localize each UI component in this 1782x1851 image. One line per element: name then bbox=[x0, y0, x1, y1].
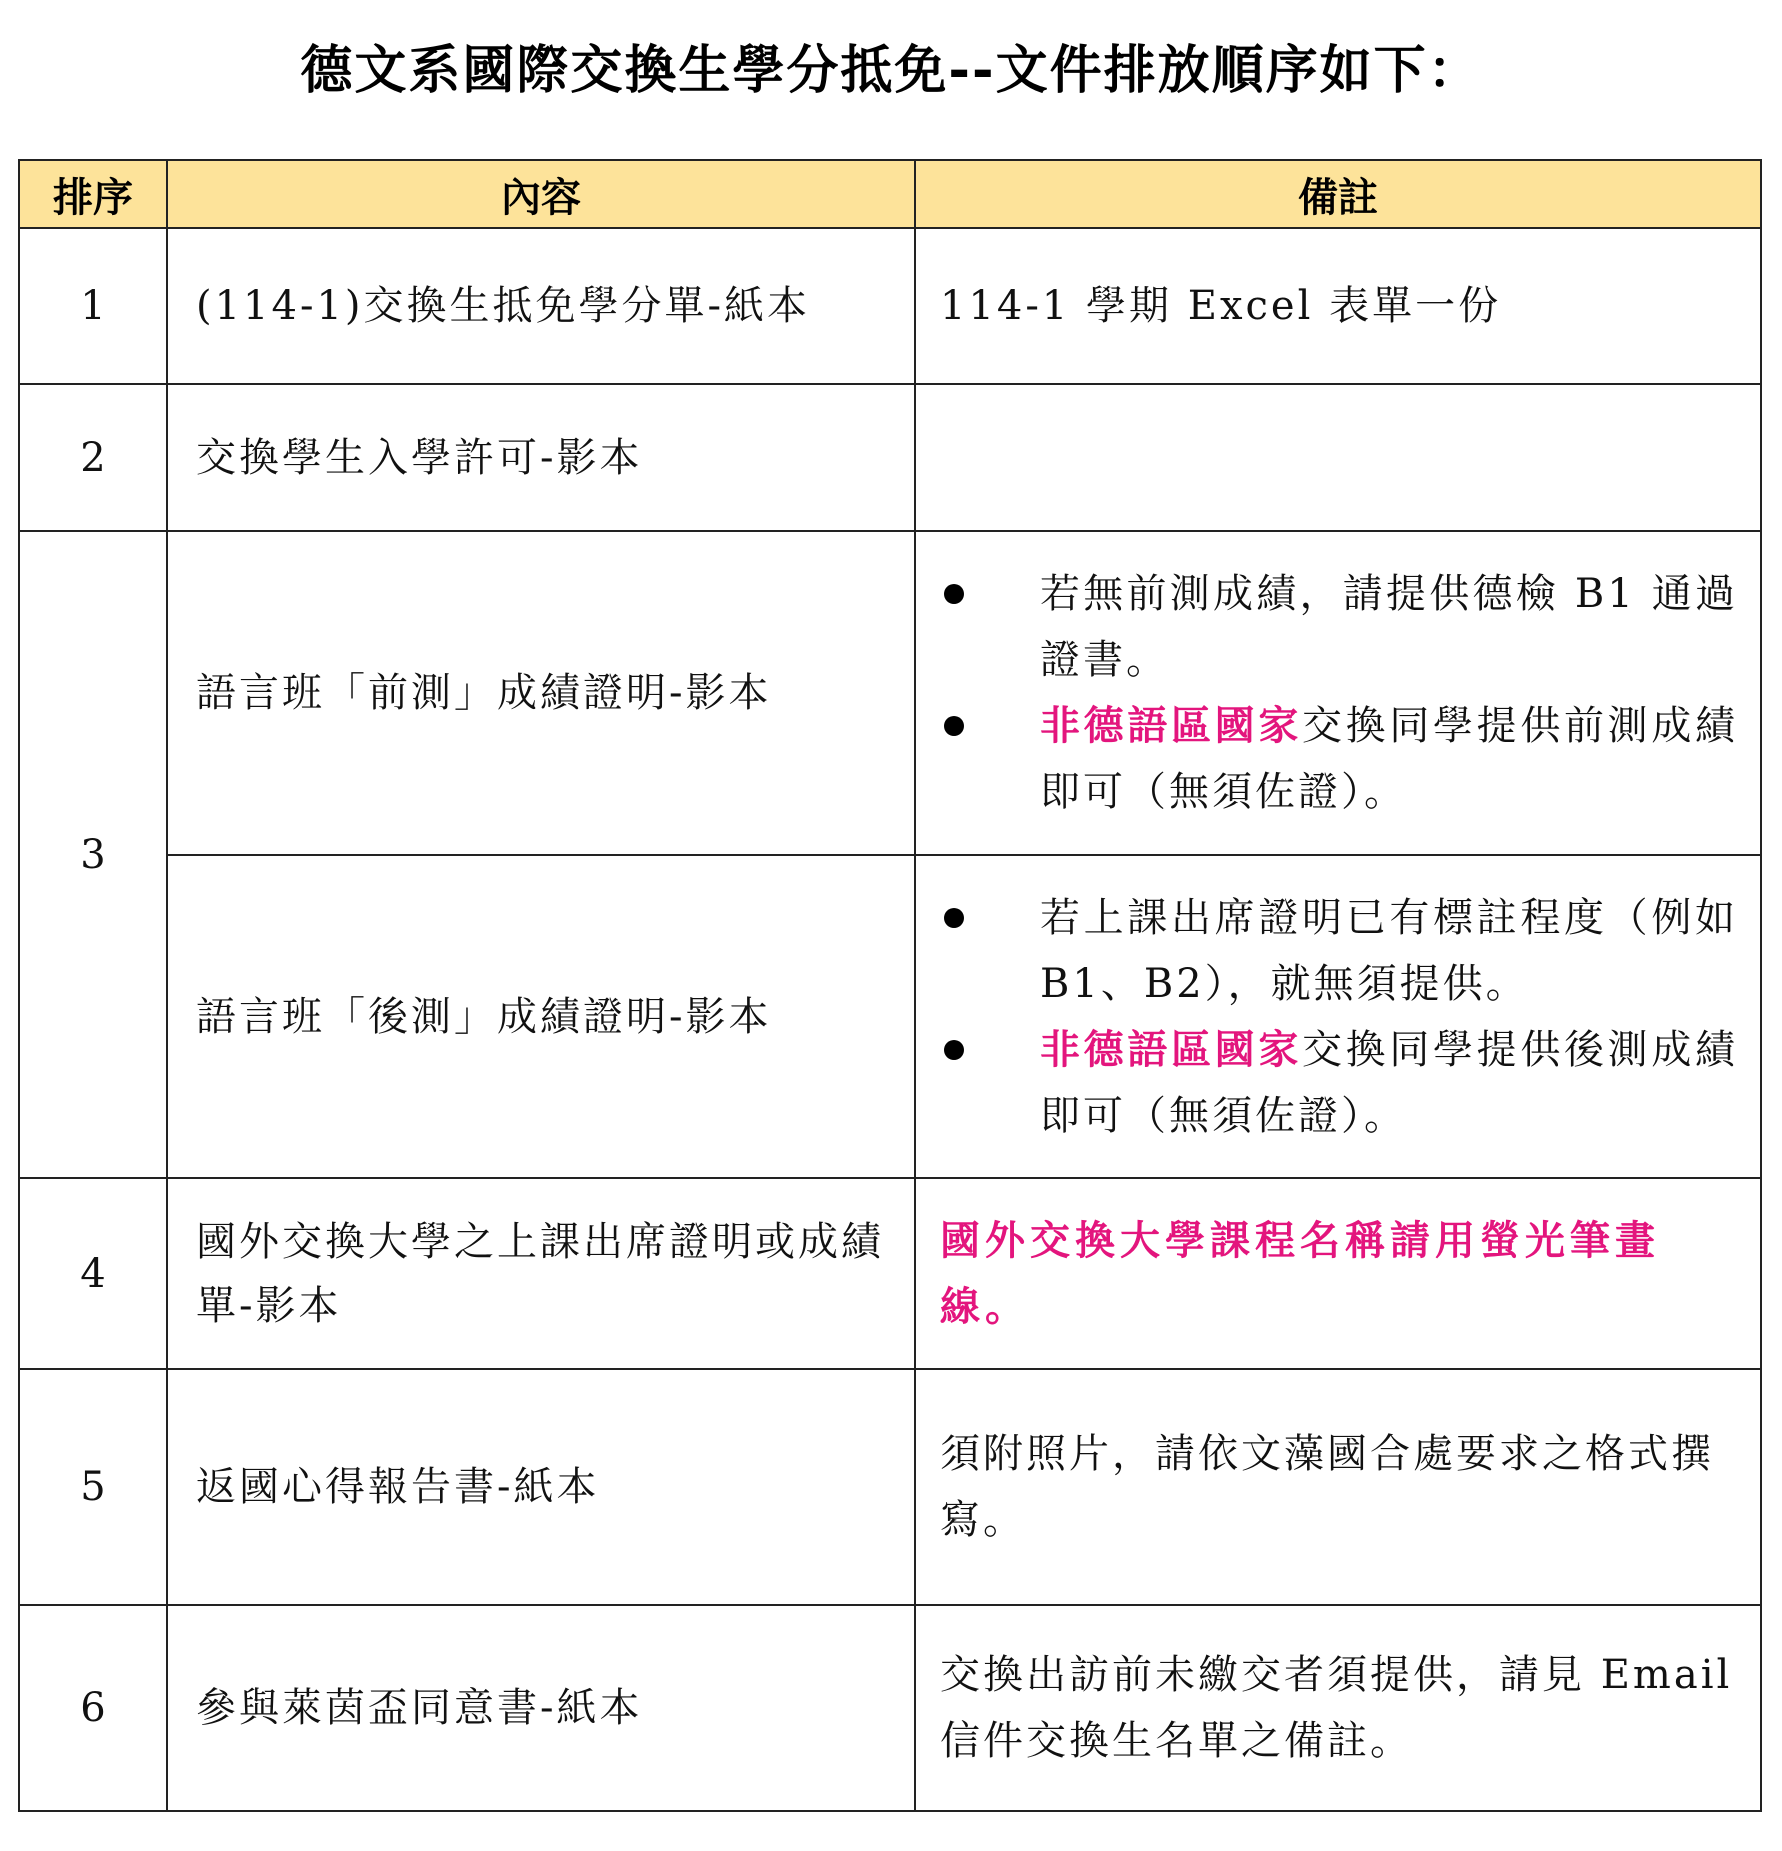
row-number: 2 bbox=[19, 384, 167, 531]
table-row bbox=[19, 1605, 1761, 1811]
note-bullet-item bbox=[940, 561, 1738, 693]
table-row bbox=[19, 1369, 1761, 1605]
table-row bbox=[19, 1178, 1761, 1369]
row-number: 5 bbox=[19, 1369, 167, 1605]
bullet-icon bbox=[944, 908, 964, 928]
header-note: 備註 bbox=[915, 160, 1761, 228]
row-content: 國外交換大學之上課出席證明或成績單-影本 bbox=[167, 1178, 915, 1369]
bullet-text: 若上課出席證明已有標註程度（例如 B1、B2），就無須提供。 bbox=[1040, 894, 1738, 1007]
header-content: 內容 bbox=[167, 160, 915, 228]
row-note bbox=[915, 384, 1761, 531]
note-bullet-item bbox=[940, 885, 1738, 1017]
bullet-icon bbox=[944, 584, 964, 604]
note-bullet-list bbox=[940, 561, 1738, 825]
row-note bbox=[915, 855, 1761, 1178]
row-note: 交換出訪前未繳交者須提供，請見 Email 信件交換生名單之備註。 bbox=[915, 1605, 1761, 1811]
note-bullet-item bbox=[940, 1017, 1738, 1149]
row-content: (114-1)交換生抵免學分單-紙本 bbox=[167, 228, 915, 384]
row-number: 3 bbox=[19, 531, 167, 1178]
bullet-text: 交換同學提供後測成績即可（無須佐證）。 bbox=[1040, 1026, 1738, 1139]
table-row bbox=[19, 531, 1761, 855]
row-note-highlight: 國外交換大學課程名稱請用螢光筆畫線。 bbox=[940, 1217, 1660, 1330]
note-bullet-item bbox=[940, 693, 1738, 825]
row-note: 114-1 學期 Excel 表單一份 bbox=[915, 228, 1761, 384]
row-content: 交換學生入學許可-影本 bbox=[167, 384, 915, 531]
row-number: 1 bbox=[19, 228, 167, 384]
row-note bbox=[915, 1178, 1761, 1369]
bullet-highlight-text: 非德語區國家 bbox=[1040, 703, 1302, 749]
bullet-text: 若無前測成績，請提供德檢 B1 通過證書。 bbox=[1040, 571, 1738, 683]
row-content: 語言班「前測」成績證明-影本 bbox=[167, 531, 915, 855]
row-content: 語言班「後測」成績證明-影本 bbox=[167, 855, 915, 1178]
bullet-highlight-text: 非德語區國家 bbox=[1040, 1026, 1302, 1073]
table-row bbox=[19, 855, 1761, 1178]
row-note bbox=[915, 531, 1761, 855]
header-order: 排序 bbox=[19, 160, 167, 228]
bullet-icon bbox=[944, 716, 964, 736]
row-content: 返國心得報告書-紙本 bbox=[167, 1369, 915, 1605]
document-order-table bbox=[18, 159, 1762, 1812]
table-header-row bbox=[19, 160, 1761, 228]
document-title: 德文系國際交換生學分抵免--文件排放順序如下： bbox=[300, 41, 1482, 101]
row-number: 6 bbox=[19, 1605, 167, 1811]
note-bullet-list bbox=[940, 885, 1738, 1149]
bullet-icon bbox=[944, 1040, 964, 1060]
row-note: 須附照片，請依文藻國合處要求之格式撰寫。 bbox=[915, 1369, 1761, 1605]
bullet-text: 交換同學提供前測成績即可（無須佐證）。 bbox=[1040, 703, 1738, 815]
row-content: 參與萊茵盃同意書-紙本 bbox=[167, 1605, 915, 1811]
table-row bbox=[19, 228, 1761, 384]
row-number: 4 bbox=[19, 1178, 167, 1369]
table-row bbox=[19, 384, 1761, 531]
